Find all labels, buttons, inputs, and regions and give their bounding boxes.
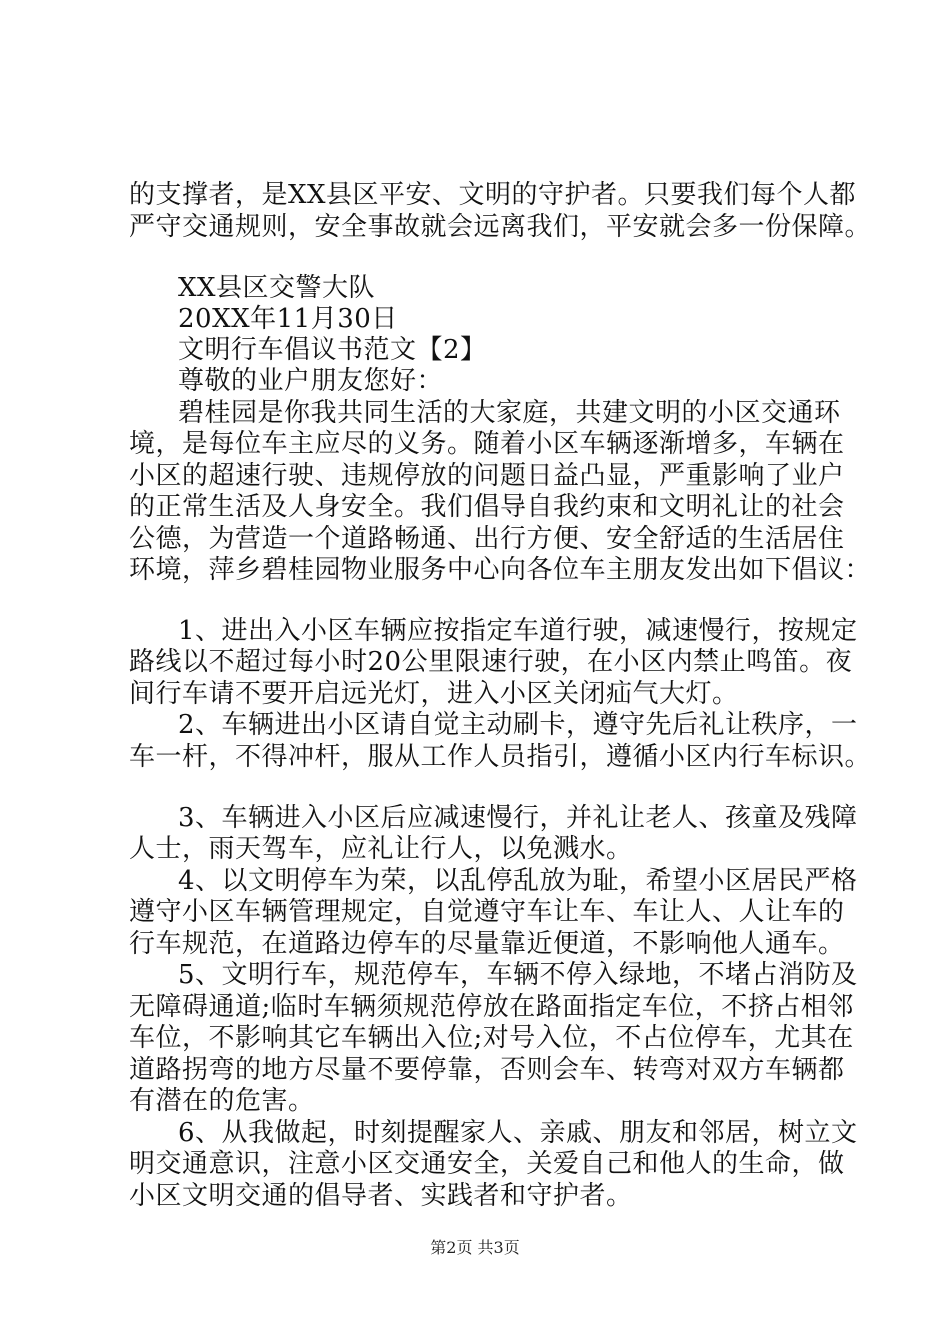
- list-item-3: 3、车辆进入小区后应减速慢行，并礼让老人、孩童及残障: [178, 803, 858, 833]
- text-line: 间行车请不要开启远光灯，进入小区关闭疝气大灯。: [129, 679, 739, 709]
- text-line: 严守交通规则，安全事故就会远离我们，平安就会多一份保障。: [129, 212, 872, 242]
- text-line: 的正常生活及人身安全。我们倡导自我约束和文明礼让的社会: [129, 492, 845, 522]
- text-line: 小区文明交通的倡导者、实践者和守护者。: [129, 1181, 633, 1211]
- text-line: 碧桂园是你我共同生活的大家庭，共建文明的小区交通环: [178, 398, 841, 428]
- text-line: 车位，不影响其它车辆出入位;对号入位，不占位停车，尤其在: [129, 1023, 854, 1053]
- text-line: 人士，雨天驾车，应礼让行人，以免溅水。: [129, 834, 633, 864]
- list-item-1: 1、进出入小区车辆应按指定车道行驶，减速慢行，按规定: [178, 616, 858, 646]
- text-line: 道路拐弯的地方尽量不要停靠，否则会车、转弯对双方车辆都: [129, 1055, 845, 1085]
- list-item-5: 5、文明行车，规范停车，车辆不停入绿地，不堵占消防及: [178, 960, 858, 990]
- page-number-footer: 第2页 共3页: [430, 1238, 520, 1257]
- text-line: 车一杆，不得冲杆，服从工作人员指引，遵循小区内行车标识。: [129, 742, 872, 772]
- text-line: 明交通意识，注意小区交通安全，关爱自己和他人的生命，做: [129, 1149, 845, 1179]
- text-line: 行车规范，在道路边停车的尽量靠近便道，不影响他人通车。: [129, 929, 845, 959]
- list-item-4: 4、以文明停车为荣，以乱停乱放为耻，希望小区居民严格: [178, 866, 858, 896]
- text-line: 无障碍通道;临时车辆须规范停放在路面指定车位，不挤占相邻: [129, 992, 854, 1022]
- section-title: 文明行车倡议书范文【2】: [178, 335, 487, 365]
- text-line: 有潜在的危害。: [129, 1086, 315, 1116]
- list-item-6: 6、从我做起，时刻提醒家人、亲戚、朋友和邻居，树立文: [178, 1118, 858, 1148]
- text-line: 小区的超速行驶、违规停放的问题日益凸显，严重影响了业户: [129, 461, 845, 491]
- text-line: 境，是每位车主应尽的义务。随着小区车辆逐渐增多，车辆在: [129, 429, 845, 459]
- text-line: 公德，为营造一个道路畅通、出行方便、安全舒适的生活居住: [129, 524, 845, 554]
- text-line: 环境，萍乡碧桂园物业服务中心向各位车主朋友发出如下倡议：: [129, 555, 872, 585]
- list-item-2: 2、车辆进出小区请自觉主动刷卡，遵守先后礼让秩序，一: [178, 710, 858, 740]
- text-line: 路线以不超过每小时20公里限速行驶，在小区内禁止鸣笛。夜: [129, 647, 853, 677]
- text-line: 的支撑者，是XX县区平安、文明的守护者。只要我们每个人都: [129, 180, 857, 210]
- salutation: 尊敬的业户朋友您好：: [178, 366, 444, 396]
- signature-organization: XX县区交警大队: [178, 273, 376, 303]
- signature-date: 20XX年11月30日: [178, 304, 398, 334]
- text-line: 遵守小区车辆管理规定，自觉遵守车让车、车让人、人让车的: [129, 897, 845, 927]
